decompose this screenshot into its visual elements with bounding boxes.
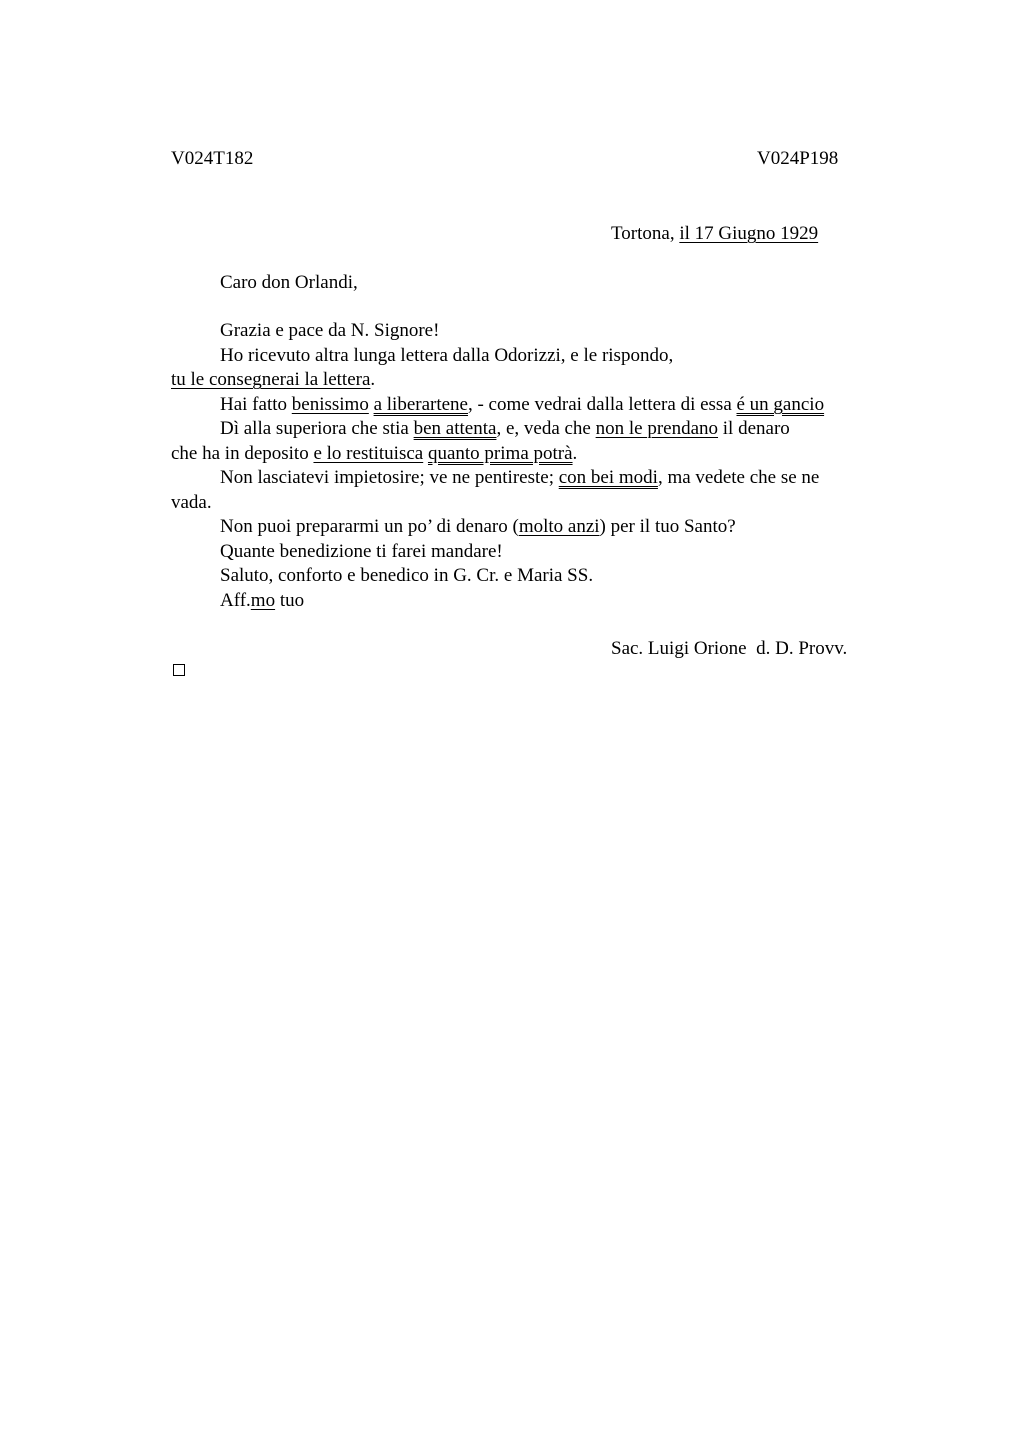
double-underlined-phrase: a liberartene — [373, 394, 468, 415]
date-value: il 17 Giugno 1929 — [679, 223, 819, 244]
text-run: il denaro — [718, 418, 790, 439]
document-code-left: V024T182 — [171, 148, 254, 169]
text-run: Non puoi prepararmi un po’ di denaro ( — [220, 516, 519, 537]
body-line-3 — [171, 368, 375, 392]
body-line-12 — [220, 589, 304, 613]
double-underlined-phrase: ben attenta — [413, 418, 497, 439]
letter-salutation: Caro don Orlandi, — [220, 272, 358, 293]
body-line-11: Saluto, conforto e benedico in G. Cr. e Maria SS. — [220, 565, 594, 586]
checkbox-square-icon — [173, 664, 185, 676]
text-run: . — [572, 443, 578, 464]
text-run: , e, veda che — [496, 418, 596, 439]
double-underlined-phrase: é un gancio — [736, 394, 825, 415]
body-line-4 — [220, 393, 824, 417]
text-run: , ma vedete che se ne — [657, 467, 820, 488]
letter-date — [611, 222, 818, 246]
text-run: . — [370, 369, 376, 390]
text-run: Aff. — [220, 590, 251, 611]
underlined-phrase: benissimo — [291, 394, 369, 415]
text-run: Non lasciatevi impietosire; ve ne pentireste; — [220, 467, 559, 488]
body-line-5 — [220, 417, 790, 441]
body-line-10: Quante benedizione ti farei mandare! — [220, 541, 503, 562]
double-underlined-phrase: quanto prima potrà — [427, 443, 573, 464]
underlined-phrase: tu le consegnerai la lettera — [171, 369, 371, 390]
date-place: Tortona, — [611, 223, 680, 244]
body-line-1: Grazia e pace da N. Signore! — [220, 320, 440, 341]
text-run: Dì alla superiora che stia — [220, 418, 414, 439]
text-run: ) per il tuo Santo? — [599, 516, 736, 537]
text-run: , - come vedrai dalla lettera di essa — [467, 394, 737, 415]
body-line-9 — [220, 515, 736, 539]
underlined-phrase: mo — [250, 590, 276, 611]
body-line-2: Ho ricevuto altra lunga lettera dalla Odorizzi, e le rispondo, — [220, 345, 674, 366]
body-line-6 — [171, 442, 577, 466]
underlined-phrase: e lo restituisca — [313, 443, 424, 464]
text-run: che ha in deposito — [171, 443, 314, 464]
text-run: tuo — [275, 590, 305, 611]
document-code-right: V024P198 — [757, 148, 839, 169]
body-line-8: vada. — [171, 492, 212, 513]
letter-signature: Sac. Luigi Orione d. D. Provv. — [611, 638, 848, 659]
body-line-7 — [220, 466, 819, 490]
underlined-phrase: molto anzi — [518, 516, 600, 537]
double-underlined-phrase: con bei modi — [558, 467, 658, 488]
underlined-phrase: non le prendano — [595, 418, 719, 439]
text-run: Hai fatto — [220, 394, 292, 415]
